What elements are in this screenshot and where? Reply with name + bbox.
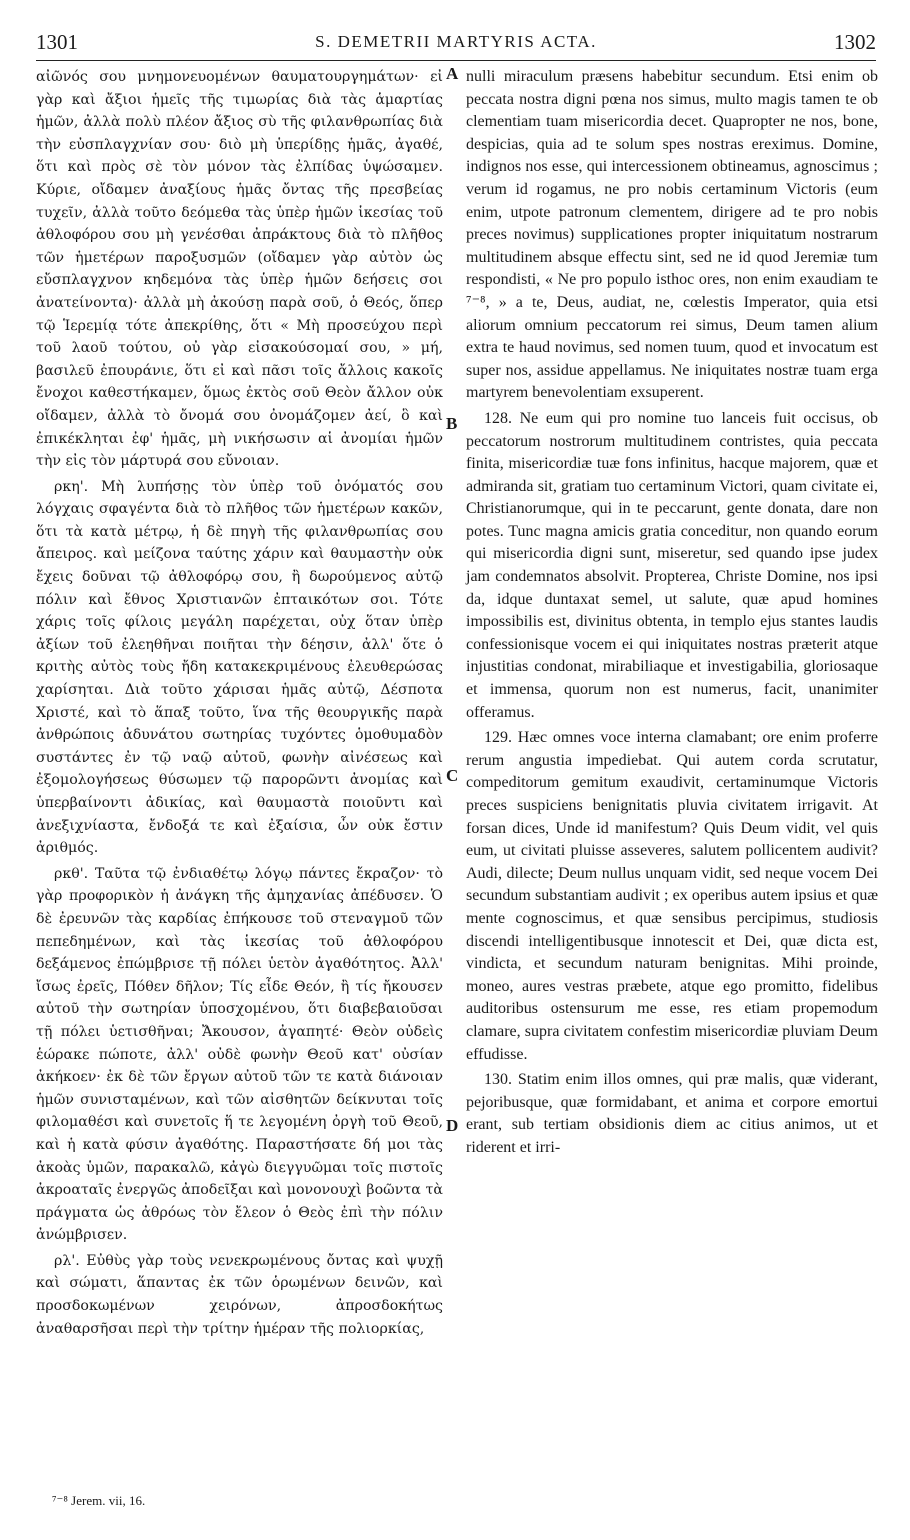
margin-marker-a: A — [446, 64, 459, 83]
margin-marker-d: D — [446, 1116, 459, 1135]
margin-marker-c: C — [446, 766, 459, 785]
page-number-right: 1302 — [834, 30, 876, 54]
latin-column — [466, 66, 878, 1163]
greek-paragraph: ρκθ'. Ταῦτα τῷ ἐνδιαθέτῳ λόγῳ πάντες ἔκραζον· τὸ γὰρ προφορικὸν ἡ ἀνάγκη τῆς ἀμηχανίας ἀπέδυσεν. Ὁ δὲ ἐρευνῶν τὰς καρδίας ἐπήκουσε τοῦ στεναγμοῦ τῶν πεπεδημένων, καὶ τὰς ἱκεσίας τοῦ ἀθλοφόρου δεξάμενος ἐπώμβρισε τῇ πόλει ὑετὸν ἀγαθότητος. Ἀλλ' ἴσως ἐρεῖς, Πόθεν δῆλον; Τίς εἶδε Θεόν, ἢ τίς ἤκουσεν αὐτοῦ τὴν σωτηρίαν ὑποσχομένου, ὅτι διαβεβαιοῦσαι τῇ πόλει ὑετισθῆναι; Ἄκουσον, ἀγαπητέ· Θεὸν οὐδεὶς ἑώρακε πώποτε, ἀλλ' οὐδὲ φωνὴν Θεοῦ κατ' οὐσίαν ἀκήκοεν· ἐκ δὲ τῶν ἔργων αὐτοῦ τῶν τε κατὰ διάνοιαν ἡμῶν συνισταμένων, καὶ τῶν αἰσθητῶν δείκνυται τοῖς φιλομαθέσι καὶ συνετοῖς ἥ τε λεγομένη ὀργὴ τοῦ Θεοῦ, καὶ ἡ κατὰ φύσιν ἀγαθότης. Παραστήσατε δή μοι τὰς ἀκοὰς ὑμῶν, παρακαλῶ, κἀγὼ διεγγυῶμαι τοῖς πιστοῖς ἀκροαταῖς ἐνεργῶς ἀποδεῖξαι καὶ μονονουχὶ βοῶντα τὰ πράγματα ὡς ἀθρόως τὸν ἔλεον ὁ Θεὸς ἐπὶ τὴν πόλιν ἀνώμβρισεν. — [36, 865, 443, 1244]
latin-paragraph: 129. Hæc omnes voce interna clamabant; ore enim proferre rerum angustia impediebat. Qui autem corda scrutatur, compeditorum gemitum exaudivit, certaminumque Victoris preces suspiciens benignitatis pluvia civitatem irrigavit. At forsan dices, Unde id manifestum? Quis Deum vidit, vel quis eum, ut civitati pluisse asseveres, salutem pollicentem audivit? Audi, dilecte; Deum nullus unquam vidit, sed neque vocem Dei secundum substantiam audivit ; ex operibus autem ipsius et quæ mente cognoscimus, et quæ sensibus percipimus, studiosis discendi intelligentibusque innotescit et Dei, quæ dicta est, vindicta, et secundum naturam benignitas. Mihi proinde, moneo, aures vestras præbete, atque ego promitto, fidelibus auditoribus ostensurum me esse, res etiam propemodum clamare, supra civitatem confestim misericordiæ pluviam Deum effudisse. — [466, 729, 878, 1063]
greek-column — [36, 66, 443, 1343]
running-title: S. DEMETRII MARTYRIS ACTA. — [315, 32, 597, 51]
running-header — [36, 30, 876, 61]
margin-marker-b: B — [446, 414, 458, 433]
greek-paragraph: αἰῶνός σου μνημονευομένων θαυματουργημάτων· εἰ γὰρ καὶ ἄξιοι ἡμεῖς τῆς τιμωρίας διὰ τὰς ἁμαρτίας ἡμῶν, ἀλλὰ πολὺ πλέον ἄξιος σὺ τῆς φιλανθρωπίας διὰ τὴν εὐσπλαγχνίαν σου· διὸ μὴ ὑπερίδῃς ἡμᾶς, ἀγαθέ, ὅτι καὶ πρὸς σὲ τὸν μόνον τὰς ἐλπίδας ὑψώσαμεν. Κύριε, οἴδαμεν ἀναξίους ἡμᾶς ὄντας τῆς πρεσβείας τυχεῖν, ἀλλὰ τοῦτο δεόμεθα τὰς ὑπὲρ ἡμῶν ἱκεσίας τοῦ ἀθλοφόρου σου μὴ γενέσθαι ἀπράκτους διὰ τὸ πλῆθος τῶν ἡμετέρων παροξυσμῶν (οἴδαμεν γὰρ αὐτὸν ὡς εὔσπλαγχνον κηδεμόνα τὰς ὑπὲρ ἡμῶν δεήσεις σοι ἀνατείνοντα)· ἀλλὰ μὴ ἀκούσῃ παρὰ σοῦ, ὁ Θεός, ὅπερ τῷ Ἱερεμίᾳ τότε ἀπεκρίθης, ὅτι « Μὴ προσεύχου περὶ τοῦ λαοῦ τούτου, οὐ γὰρ εἰσακούσομαί σου, » μή, βασιλεῦ ἐπουράνιε, ὅτι εἰ καὶ πᾶσι τοῖς ἄλλοις κακοῖς ἔνοχοι καθεστήκαμεν, ὅμως ἐκτὸς σοῦ Θεὸν ἄλλον οὐκ οἴδαμεν, ἀλλὰ τὸ ὄνομά σου ὀνομάζομεν ἀεί, ὃ καὶ ἐπικέκληται ἐφ' ἡμᾶς, μὴ νικήσωσιν αἱ ἀνομίαι ἡμῶν τὴν εἰς τὸν μάρτυρά σου εὔνοιαν. — [36, 69, 443, 470]
latin-paragraph: 130. Statim enim illos omnes, qui præ malis, quæ viderant, pejoribusque, quæ formidabant, et anima et corpore emortui erant, sub tertiam obsidionis diem ac citius animos, ut et riderent et irri- — [466, 1071, 878, 1156]
greek-paragraph: ρλ'. Εὐθὺς γὰρ τοὺς νενεκρωμένους ὄντας καὶ ψυχῇ καὶ σώματι, ἅπαντας ἐκ τῶν ὁρωμένων δεινῶν, καὶ προσδοκωμένων χειρόνων, ἀπροσδοκήτως ἀναθαρσῆσαι περὶ τὴν τρίτην ἡμέραν τῆς πολιορκίας, — [36, 1252, 443, 1337]
latin-paragraph: nulli miraculum præsens habebitur secundum. Etsi enim ob peccata nostra digni pœna nos simus, multo magis tamen te ob clementiam tuam misericordia decet. Quapropter ne nos, bone, despicias, quia ad te solum spes nostras ereximus. Domine, indignos nos esse, qui intercessionem obtineamus, agnoscimus ; verum id rogamus, ne pro nobis certaminum Victoris (eum enim, utpote patronum clementem, dirigere ad te pro nobis preces novimus) supplicationes propter iniquitatum nostrarum multitudinem absque effectu sint, sed ne id quod Jeremiæ tum respondisti, « Ne pro populo isthoc ores, non enim exaudiam te ⁷⁻⁸, » a te, Deus, audiat, ne, cœlestis Imperator, quia etsi aliorum omnium peccatorum rei simus, Deum tamen alium extra te haud novimus, sed nomen tuum, quod et invocatum est super nos, assidue appellamus. Ne iniquitates nostræ tuam erga martyrem benevolentiam exsuperent. — [466, 68, 878, 402]
footnote: ⁷⁻⁸ Jerem. vii, 16. — [52, 1493, 146, 1508]
page-number-left: 1301 — [36, 30, 78, 54]
latin-paragraph: 128. Ne eum qui pro nomine tuo lanceis fuit occisus, ob peccatorum nostrorum multitudinem contristes, quia peccata finita, misericordiæ tuæ fons infinitus, hacque majorem, quæ et admiranda sit, gratiam tuo certaminum Victori, quam civitate ei, Christianorumque, qui in te peccarunt, gente donata, dare non potes. Tunc magna amicis gratia conceditur, non quando eorum qui misericordia digni sunt, miseretur, sed quando ipse judex jam condemnatos absolvit. Propterea, Christe Domine, nos ipsi da, idque duntaxat semel, ut salute, quæ apud homines impossibilis est, divinitus obtenta, in templo ejus stantes laudis confessionisque vocem ei qui iniquitates nostras præterit atque injustitias condonat, mirabiliaque et investigabilia, gloriosaque et immensa, quorum non est numerus, facit, unanimiter offeramus. — [466, 409, 878, 721]
greek-paragraph: ρκη'. Μὴ λυπήσῃς τὸν ὑπὲρ τοῦ ὀνόματός σου λόγχαις σφαγέντα διὰ τὸ πλῆθος τῶν ἡμετέρων κακῶν, ὅτι τὰ κατὰ μέτρῳ, ἡ δὲ πηγὴ τῆς φιλανθρωπίας σου ἄπειρος. καὶ μείζονα ταύτης χάριν καὶ θαυμαστὴν οὐκ ἔχεις δοῦναι τῷ ἀθλοφόρῳ σου, ἢ δωρούμενος αὐτῷ πόλιν καὶ ἔθνος Χριστιανῶν ἐπταικότων σοι. Τότε χάρις τοῖς φίλοις μεγάλη παρέχεται, οὐχ ὅταν ὑπὲρ ἀξίων τοῦ ἐλεηθῆναι ποιῆται τὴν δέησιν, ἀλλ' ὅτε ὁ κριτὴς αὐτὸς τοὺς ἤδη κατακεκριμένους ἐλευθερώσας χαρίσηται. Διὰ τοῦτο χάρισαι ἡμᾶς αὐτῷ, Δέσποτα Χριστέ, καὶ τὸ ἅπαξ τοῦτο, ἵνα τῆς θεουργικῆς παρὰ ἀνθρώποις ἀδυνάτου σωτηρίας τυχόντες ὁμοθυμαδὸν συστάντες ἐν τῷ ναῷ αὐτοῦ, φωνὴν αἰνέσεως καὶ ἐξομολογήσεως θύσωμεν τῷ παρορῶντι ἀνομίας καὶ ὑπερβαίνοντι ἀδικίας, καὶ θαυμαστὰ ποιοῦντι καὶ ἀνεξιχνίαστα, ἔνδοξά τε καὶ ἐξαίσια, ὧν οὐκ ἔστιν ἀριθμός. — [36, 478, 443, 857]
